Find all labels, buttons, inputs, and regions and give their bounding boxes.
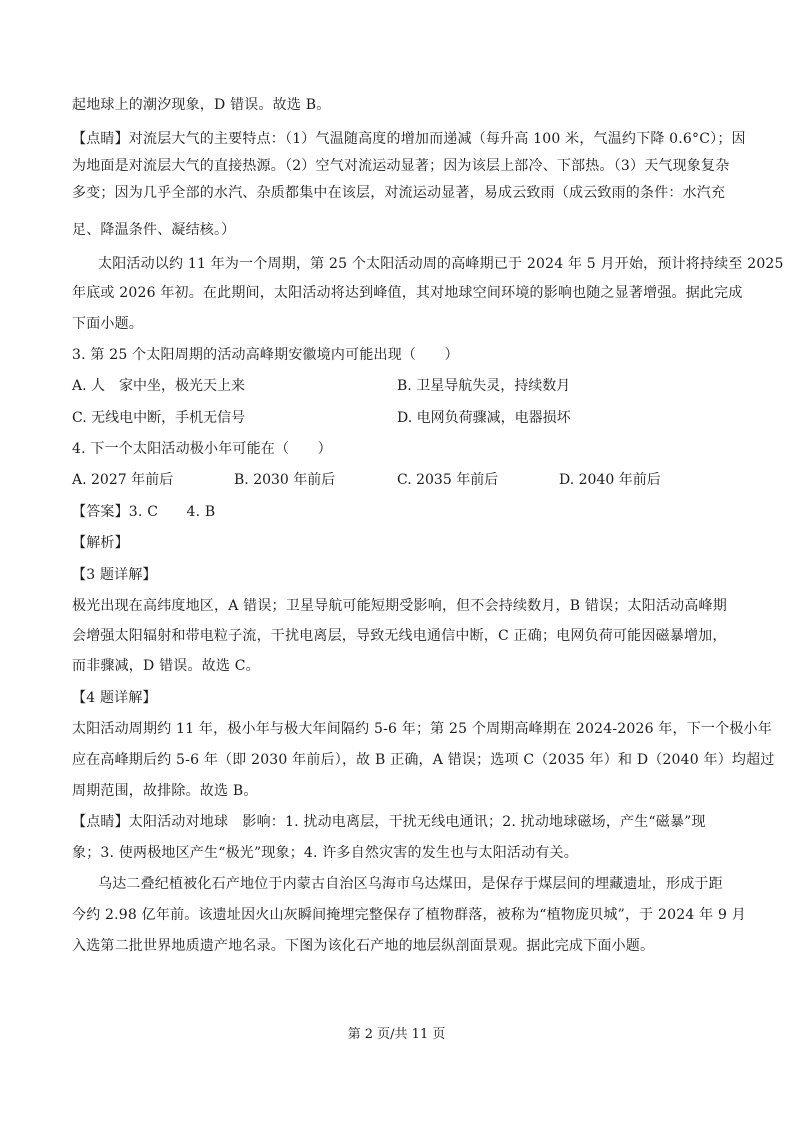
q3-option-d: D. 电网负荷骤减，电器损坏 (397, 410, 571, 426)
q4-option-d: D. 2040 年前后 (559, 472, 661, 488)
q4-option-b: B. 2030 年前后 (234, 472, 336, 488)
text-line: 极光出现在高纬度地区，A 错误；卫星导航可能短期受影响，但不会持续数月，B 错误；太阳活动高峰期 (72, 598, 727, 614)
text-line: 【点睛】对流层大气的主要特点：（1）气温随高度的增加而递减（每升高 100 米，气温约下降 0.6°C）；因 (72, 131, 746, 147)
text-line: 年底或 2026 年初。在此期间，太阳活动将达到峰值，其对地球空间环境的影响也随之显著增强。据此完成 (72, 285, 743, 301)
text-line: 太阳活动以约 11 年为一个周期，第 25 个太阳活动周的高峰期已于 2024 年 5 月开始，预计将持续至 2025 (98, 256, 784, 272)
text-line: 起地球上的潮汐现象，D 错误。故选 B。 (72, 97, 331, 113)
text-line: 多变；因为几乎全部的水汽、杂质都集中在该层，对流运动显著，易成云致雨（成云致雨的条件：水汽充 (72, 185, 726, 201)
page-footer: 第 2 页/共 11 页 (347, 1027, 446, 1042)
text-line: 入选第二批世界地质遗产地名录。下图为该化石产地的地层纵剖面景观。据此完成下面小题。 (72, 938, 655, 954)
question-4: 4. 下一个太阳活动极小年可能在（ ） (72, 441, 332, 457)
q3-option-c: C. 无线电中断，手机无信号 (72, 410, 246, 426)
q3-detail-heading: 【3 题详解】 (72, 567, 157, 583)
answer-line: 【答案】3. C 4. B (72, 504, 216, 520)
analysis-heading: 【解析】 (72, 535, 129, 551)
text-line: 今约 2.98 亿年前。该遗址因火山灰瞬间掩埋完整保存了植物群落，被称为“植物庞贝城”，于 2024 年 9 月 (72, 907, 746, 923)
text-line: 应在高峰期后约 5-6 年（即 2030 年前后），故 B 正确，A 错误；选项 C（2035 年）和 D（2040 年）均超过 (72, 752, 775, 768)
question-3: 3. 第 25 个太阳周期的活动高峰期安徽境内可能出现（ ） (72, 347, 459, 363)
q4-detail-heading: 【4 题详解】 (72, 690, 157, 706)
text-line: 为地面是对流层大气的直接热源。（2）空气对流运动显著；因为该层上部冷、下部热。（3）天气现象复杂 (72, 158, 730, 174)
text-line: 象；3. 使两极地区产生“极光”现象；4. 许多自然灾害的发生也与太阳活动有关。 (72, 845, 578, 861)
text-line: 而非骤减，D 错误。故选 C。 (72, 658, 260, 674)
text-line: 乌达二叠纪植被化石产地位于内蒙古自治区乌海市乌达煤田，是保存于煤层间的埋藏遗址，形成于距 (98, 876, 723, 892)
q3-option-b: B. 卫星导航失灵，持续数月 (397, 378, 571, 394)
q3-option-a: A. 人 家中坐，极光天上来 (72, 378, 246, 394)
text-line: 下面小题。 (72, 316, 143, 332)
q4-option-c: C. 2035 年前后 (397, 472, 499, 488)
text-line: 会增强太阳辐射和带电粒子流，干扰电离层，导致无线电通信中断，C 正确；电网负荷可能因磁暴增加， (72, 628, 727, 644)
q4-option-a: A. 2027 年前后 (72, 472, 174, 488)
text-line: 【点睛】太阳活动对地球 影响：1. 扰动电离层，干扰无线电通讯；2. 扰动地球磁场，产生“磁暴”现 (72, 814, 706, 830)
text-line: 太阳活动周期约 11 年，极小年与极大年间隔约 5-6 年；第 25 个周期高峰期在 2024-2026 年，下一个极小年 (72, 721, 772, 737)
text-line: 足、降温条件、凝结核。） (72, 222, 236, 238)
text-line: 周期范围，故排除。故选 B。 (72, 783, 258, 799)
